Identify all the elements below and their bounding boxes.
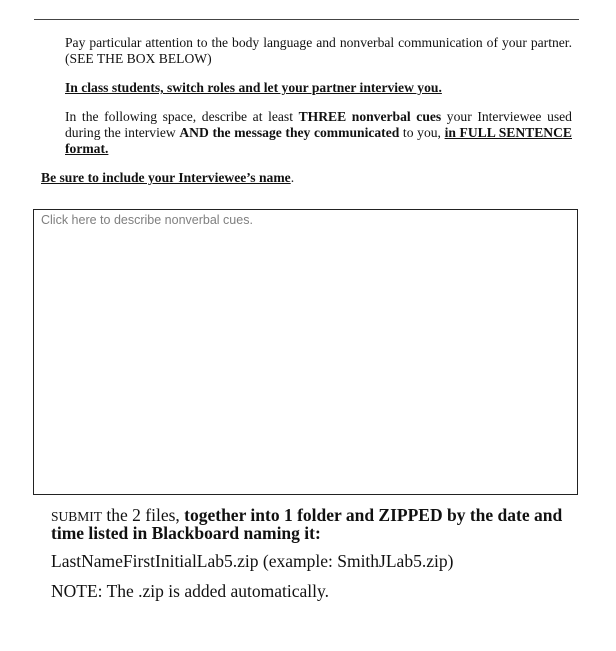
instruction-describe-cues xyxy=(65,109,572,157)
submit-bold-text: together into 1 folder and ZIPPED by the date and time listed in Blackboard naming it: xyxy=(51,505,563,543)
nonverbal-cues-textbox[interactable] xyxy=(33,209,578,495)
submit-keyword: SUBMIT xyxy=(51,509,103,524)
instruction-text: In the following space, describe at least xyxy=(65,109,299,124)
filename-format: LastNameFirstInitialLab5.zip (example: SmithJLab5.zip) xyxy=(51,551,454,571)
instruction-text: your Interviewee used during the interview xyxy=(65,109,572,140)
instruction-body-language: Pay particular attention to the body language and nonverbal communication of your partner. (SEE THE BOX BELOW) xyxy=(65,35,572,66)
instruction-emphasis: THREE nonverbal cues xyxy=(298,109,442,124)
instruction-emphasis-underlined: in FULL SENTENCE format. xyxy=(65,125,572,156)
instruction-include-name xyxy=(41,170,294,186)
top-divider xyxy=(34,19,579,20)
include-name-text: Be sure to include your Interviewee’s name xyxy=(41,170,291,185)
include-name-period: . xyxy=(290,170,295,185)
instruction-emphasis: AND the message they communicated xyxy=(179,125,400,140)
zip-note: NOTE: The .zip is added automatically. xyxy=(51,581,329,601)
instruction-text: to you, xyxy=(399,125,445,140)
submit-instructions xyxy=(51,507,571,542)
textbox-placeholder[interactable]: Click here to describe nonverbal cues. xyxy=(41,213,253,227)
submit-text: the 2 files, xyxy=(102,505,185,525)
instruction-switch-roles: In class students, switch roles and let your partner interview you. xyxy=(65,80,442,95)
